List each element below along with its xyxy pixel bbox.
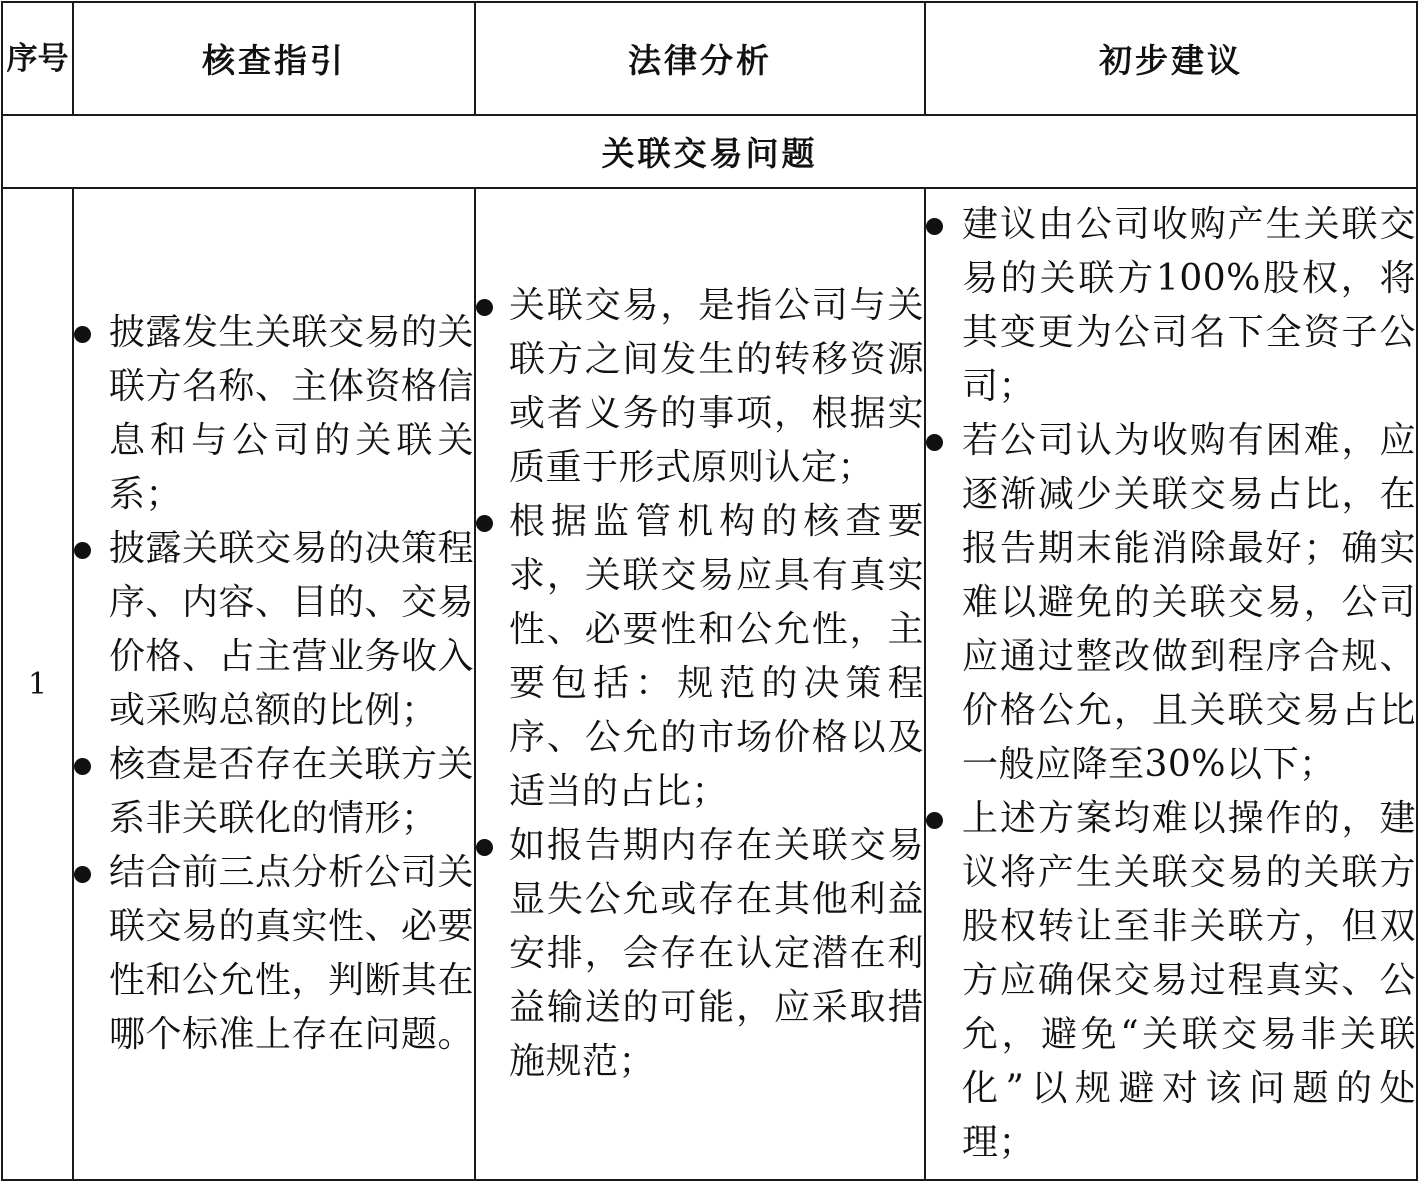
advice-item-text: 若公司认为收购有困难，应逐渐减少关联交易占比，在报告期末能消除最好；确实难以避免的关联交易，公司应通过整改做到程序合规、价格公允，且关联交易占比一般应降至30%以下； xyxy=(962,420,1416,785)
legal-list xyxy=(476,279,924,1089)
bullet-icon xyxy=(74,866,91,883)
guide-cell xyxy=(73,188,475,1180)
list-item xyxy=(74,846,474,1062)
bullet-icon xyxy=(74,758,91,775)
header-preliminary-advice: 初步建议 xyxy=(925,2,1417,115)
bullet-icon xyxy=(476,299,493,316)
list-item xyxy=(476,819,924,1089)
bullet-icon xyxy=(476,839,493,856)
section-row xyxy=(2,115,1417,188)
header-legal-analysis: 法律分析 xyxy=(475,2,925,115)
advice-list xyxy=(926,198,1416,1170)
guide-item-text: 披露发生关联交易的关联方名称、主体资格信息和与公司的关联关系； xyxy=(109,312,475,515)
legal-item-text: 根据监管机构的核查要求，关联交易应具有真实性、必要性和公允性，主要包括：规范的决策程序、公允的市场价格以及适当的占比； xyxy=(509,501,924,812)
bullet-icon xyxy=(926,434,943,451)
list-item xyxy=(74,306,474,522)
advice-cell xyxy=(925,188,1417,1180)
list-item xyxy=(926,792,1416,1170)
row-number: 1 xyxy=(2,188,73,1180)
legal-cell xyxy=(475,188,925,1180)
guide-list xyxy=(74,306,474,1062)
legal-item-text: 关联交易，是指公司与关联方之间发生的转移资源或者义务的事项，根据实质重于形式原则认定； xyxy=(509,285,924,488)
bullet-icon xyxy=(926,812,943,829)
list-item xyxy=(476,279,924,495)
table-row xyxy=(2,188,1417,1180)
guide-item-text: 披露关联交易的决策程序、内容、目的、交易价格、占主营业务收入或采购总额的比例； xyxy=(109,528,475,731)
list-item xyxy=(476,495,924,819)
advice-item-text: 建议由公司收购产生关联交易的关联方100%股权，将其变更为公司名下全资子公司； xyxy=(962,204,1416,407)
list-item xyxy=(74,738,474,846)
legal-item-text: 如报告期内存在关联交易显失公允或存在其他利益安排，会存在认定潜在利益输送的可能，应采取措施规范； xyxy=(509,825,924,1082)
advice-item-text: 上述方案均难以操作的，建议将产生关联交易的关联方股权转让至非关联方，但双方应确保交易过程真实、公允，避免“关联交易非关联化”以规避对该问题的处理； xyxy=(962,798,1416,1163)
header-verification-guide: 核查指引 xyxy=(73,2,475,115)
bullet-icon xyxy=(74,326,91,343)
bullet-icon xyxy=(74,542,91,559)
guide-item-text: 核查是否存在关联方关系非关联化的情形； xyxy=(109,744,475,839)
bullet-icon xyxy=(926,218,943,235)
bullet-icon xyxy=(476,515,493,532)
guide-item-text: 结合前三点分析公司关联交易的真实性、必要性和公允性，判断其在哪个标准上存在问题。 xyxy=(109,852,475,1055)
header-row xyxy=(2,2,1417,115)
list-item xyxy=(926,414,1416,792)
section-title: 关联交易问题 xyxy=(2,115,1417,188)
list-item xyxy=(926,198,1416,414)
analysis-table xyxy=(1,1,1418,1181)
list-item xyxy=(74,522,474,738)
header-serial-number: 序号 xyxy=(2,2,73,115)
